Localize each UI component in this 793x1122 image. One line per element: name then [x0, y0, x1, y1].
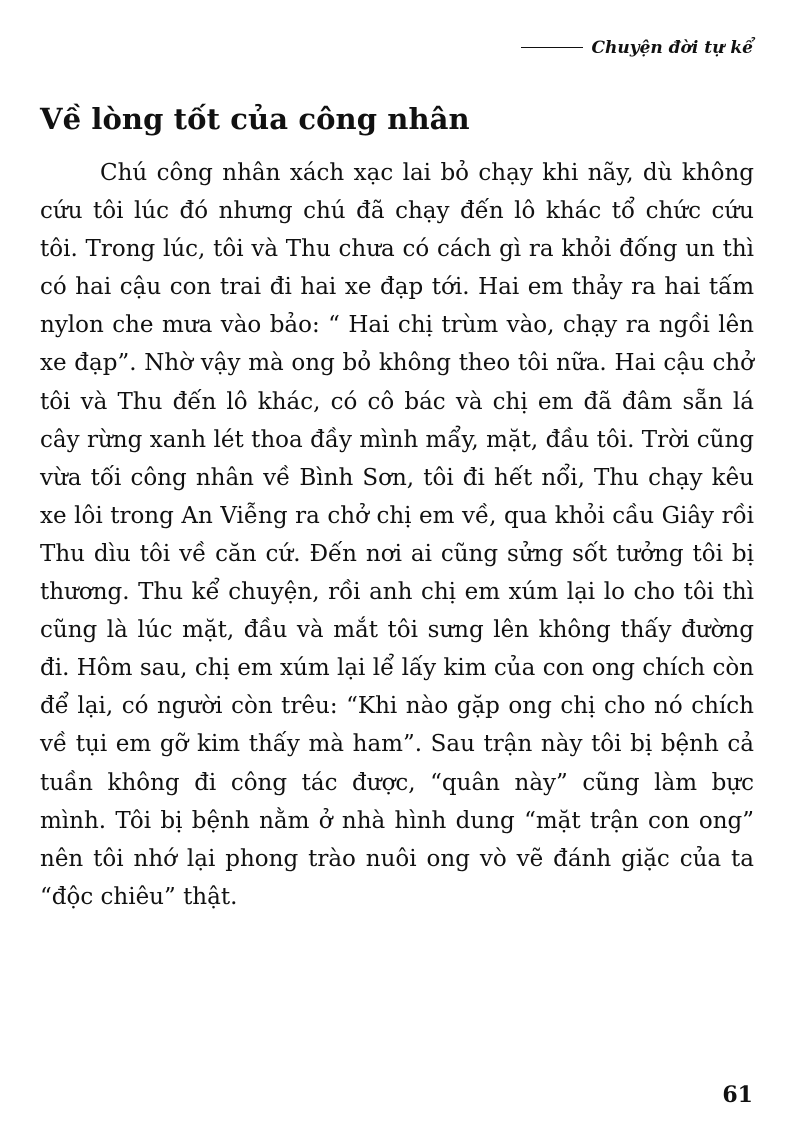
paragraph: Chú công nhân xách xạc lai bỏ chạy khi nãy, dù không cứu tôi lúc đó nhưng chú đã chạy đến lô khác tổ chức cứu tôi. Trong lúc, tôi và Thu chưa có cách gì ra khỏi đống un thì có hai cậu con trai đi hai xe đạp tới. Hai em thảy ra hai tấm nylon che mưa vào bảo: “ Hai chị trùm vào, chạy ra ngồi lên xe đạp”. Nhờ vậy mà ong bỏ không theo tôi nữa. Hai cậu chở tôi và Thu đến lô khác, có cô bác và chị em đã đâm sẵn lá cây rừng xanh lét thoa đầy mình mẩy, mặt, đầu tôi. Trời cũng vừa tối công nhân về Bình Sơn, tôi đi hết nổi, Thu chạy kêu xe lôi trong An Viễng ra chở chị em về, qua khỏi cầu Giây rồi Thu dìu tôi về căn cứ. Đến nơi ai cũng sửng sốt tưởng tôi bị thương. Thu kể chuyện, rồi anh chị em xúm lại lo cho tôi thì cũng là lúc mặt, đầu và mắt tôi sưng lên không thấy đường đi. Hôm sau, chị em xúm lại lể lấy kim của con ong chích còn để lại, có người còn trêu: “Khi nào gặp ong chị cho nó chích về tụi em gỡ kim thấy mà ham”. Sau trận này tôi bị bệnh cả tuần không đi công tác được, “quân này” cũng làm bực mình. Tôi bị bệnh nằm ở nhà hình dung “mặt trận con ong” nên tôi nhớ lại phong trào nuôi ong vò vẽ đánh giặc của ta “độc chiêu” thật. [40, 160, 754, 910]
header-rule [521, 47, 583, 48]
running-header [521, 38, 753, 58]
section-title: Về lòng tốt của công nhân [40, 102, 470, 136]
running-title: Chuyện đời tự kể [591, 38, 753, 58]
body-text [40, 154, 754, 916]
page-number: 61 [722, 1082, 753, 1108]
